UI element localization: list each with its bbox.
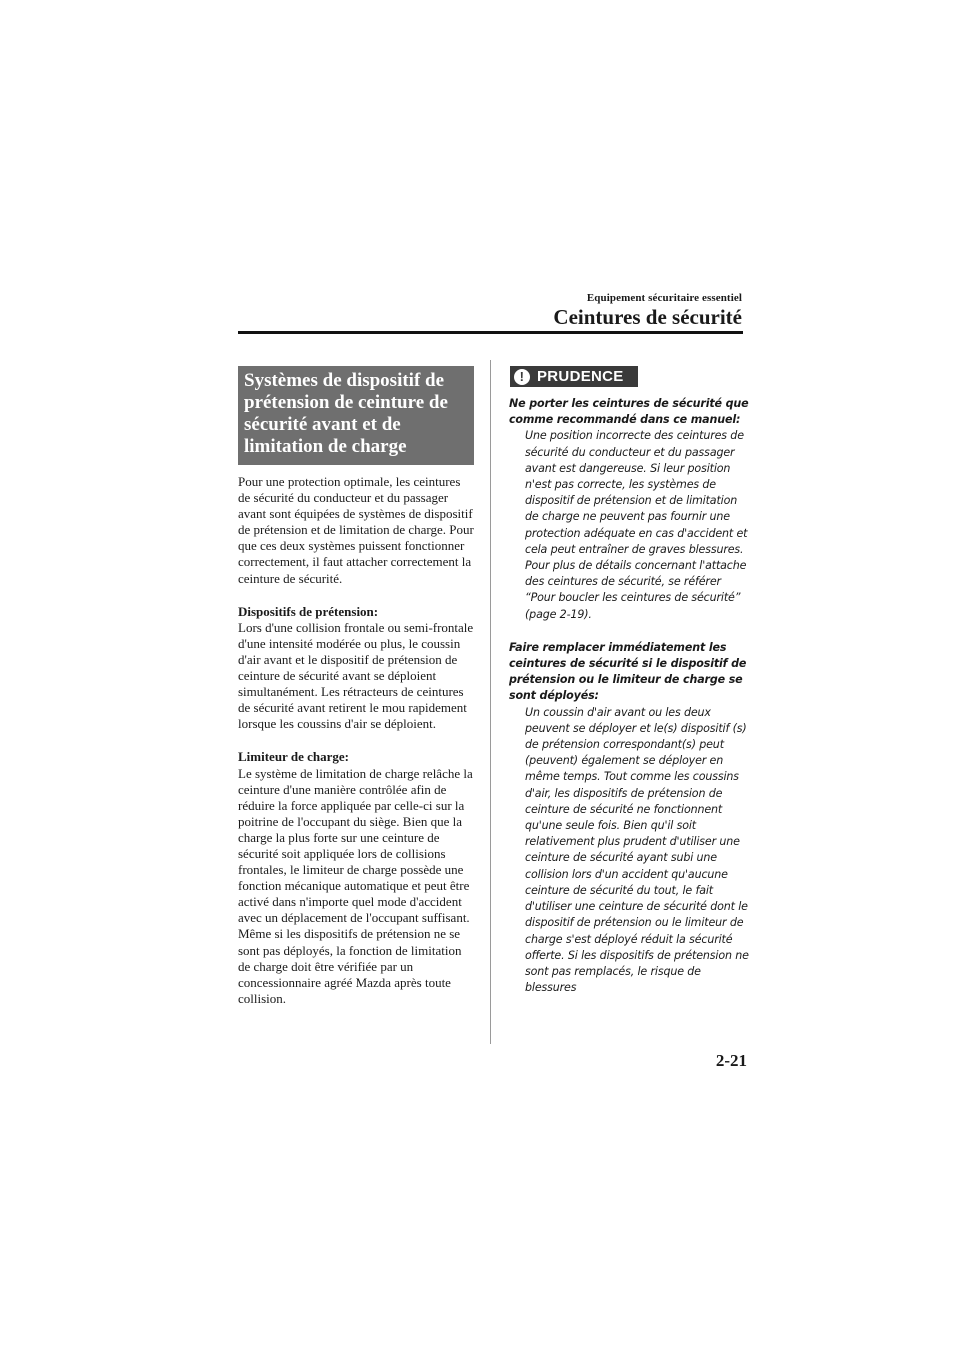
section-subtitle: Equipement sécuritaire essentiel: [586, 292, 742, 304]
column-divider: [490, 360, 491, 1044]
limiter-heading: Limiteur de charge:: [238, 749, 349, 765]
pretension-text: Lors d'une collision frontale ou semi-frontale d'une intensité modérée ou plus, le coussin d'air avant et le dispositif de prétension de ceinture de sécurité avant se déploient simultanément. Les rétracteurs de ceintures de sécurité avant retirent le mou rapidement lorsque les coussins d'air se déploient.: [238, 619, 474, 732]
caution-block-2: [509, 640, 749, 996]
section-heading-box: Systèmes de dispositif de prétension de ceinture de sécurité avant et de limitation de charge: [238, 366, 474, 465]
caution-text: [509, 396, 749, 996]
caution-label: PRUDENCE: [537, 368, 624, 385]
header-rule: [238, 331, 743, 334]
caution-lead-2: Faire remplacer immédiatement les ceintures de sécurité si le dispositif de prétension ou le limiteur de charge se sont déployés:: [509, 640, 747, 703]
left-body: [238, 474, 474, 1007]
pretension-heading: Dispositifs de prétension:: [238, 603, 379, 619]
caution-block-1: [509, 396, 749, 623]
limiter-paragraph: [238, 749, 474, 1007]
page-number: 2-21: [715, 1051, 747, 1070]
caution-badge: [510, 366, 638, 387]
left-column: [238, 366, 474, 1007]
pretension-paragraph: [238, 604, 474, 733]
warning-icon: !: [514, 369, 530, 385]
right-column: [509, 366, 749, 996]
caution-body-1: Une position incorrecte des ceintures de sécurité du conducteur et du passager avant est dangereuse. Si leur position n'est pas correcte, les systèmes de dispositif de prétension et de limitation de charge ne peuvent pas fournir une protection adéquate en cas d'accident et cela peut entraîner de graves blessures. Pour plus de détails concernant l'attache des ceintures de sécurité, se référer “Pour boucler les ceintures de sécurité” (page 2-19).: [525, 429, 748, 621]
section-title: Ceintures de sécurité: [553, 305, 742, 329]
caution-lead-1: Ne porter les ceintures de sécurité que comme recommandé dans ce manuel:: [509, 397, 749, 427]
caution-body-2: Un coussin d'air avant ou les deux peuvent se déployer et le(s) dispositif (s) de prétension correspondant(s) peut (peuvent) également se déployer en même temps. Tout comme les coussins d'air, les dispositifs de prétension de ceinture de sécurité ne fonctionnent qu'une seule fois. Bien qu'il soit relativement plus prudent d'utiliser une ceinture de sécurité ayant subi une collision lors d'un accident qu'aucune ceinture de sécurité du tout, le fait d'utiliser une ceinture de sécurité dont le dispositif de prétension ou le limiteur de charge s'est déployé réduit la sécurité offerte. Si les dispositifs de prétension ne sont pas remplacés, le risque de blessures: [525, 705, 749, 995]
limiter-text: Le système de limitation de charge relâche la ceinture d'une manière contrôlée afin de réduire la force appliquée par celle-ci sur la poitrine de l'occupant du siège. Bien que la charge la plus forte sur une ceinture de sécurité soit appliquée lors de collisions frontales, le limiteur de charge possède une fonction mécanique automatique et peut être activé dans n'importe quel mode d'accident avec un déplacement de l'occupant suffisant. Même si les dispositifs de prétension ne se sont pas déployés, la fonction de limitation de charge doit être vérifiée par un concessionnaire agréé Mazda après toute collision.: [238, 765, 473, 1006]
intro-paragraph: Pour une protection optimale, les ceintures de sécurité du conducteur et du passager avant sont équipées de systèmes de dispositif de prétension et de limitation de charge. Pour que ces deux systèmes puissent fonctionner correctement, il faut attacher correctement la ceinture de sécurité.: [238, 474, 474, 586]
